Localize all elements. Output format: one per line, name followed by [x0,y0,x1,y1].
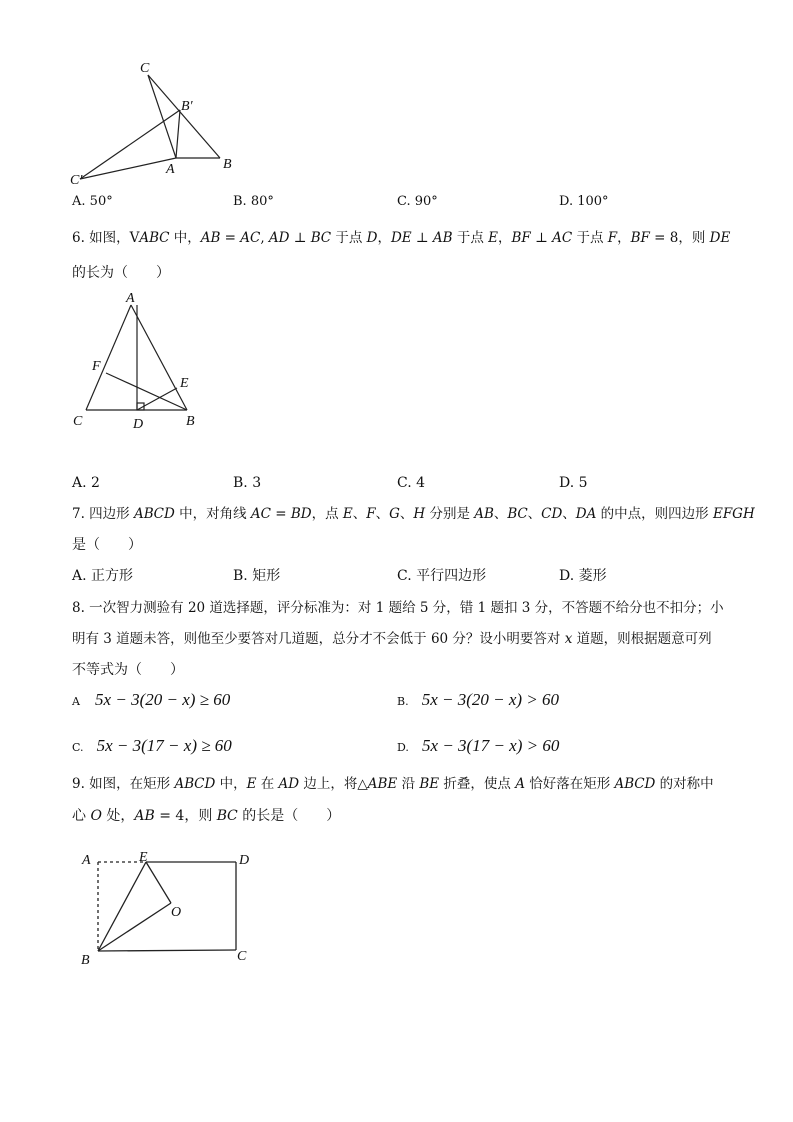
q7-option-a: A. 正方形 [72,568,134,584]
segment-b-o [98,903,171,951]
label-c: C [140,61,150,76]
q8-stem-line3: 不等式为（ ） [72,662,184,678]
q6-stem-line1: 6. 如图，V𝐴𝐵𝐶 中，𝐴𝐵 = 𝐴𝐶, 𝐴𝐷 ⊥ 𝐵𝐶 于点 𝐷，𝐷𝐸 ⊥ 𝐴𝐵 于点 𝐸，𝐵𝐹 ⊥ 𝐴𝐶 于点 𝐹，𝐵𝐹 = 8，则 𝐷𝐸 [72,230,731,246]
label-o: O [171,905,182,920]
label-e: E [139,850,148,865]
q9-stem-line1: 9. 如图，在矩形 𝐴𝐵𝐶𝐷 中，𝐸 在 𝐴𝐷 边上，将△𝐴𝐵𝐸 沿 𝐵𝐸 折叠，使点 𝐴 恰好落在矩形 𝐴𝐵𝐶𝐷 的对称中 [72,776,714,792]
figure-q6 [65,290,215,435]
label-c: C [237,949,247,964]
figure-q5 [60,55,250,190]
label-c-prime: C′ [70,173,83,188]
label-b-prime: B′ [181,99,193,114]
segment-d-e [137,388,177,410]
side-b-c [98,950,236,951]
label-a: A [82,853,91,868]
fold-line-b-e [98,862,146,951]
q6-option-a: A. 2 [72,475,100,491]
segment-a-bp [176,110,180,158]
q8-option-d: D. 5x − 3(17 − x) > 60 [397,736,560,755]
q7-stem-line2: 是（ ） [72,537,142,553]
q8-stem-line1: 8. 一次智力测验有 20 道选择题，评分标准为：对 1 题给 5 分，错 1 题扣 3 分，不答题不给分也不扣分；小 [72,600,724,616]
label-b: B [223,157,232,172]
q5-option-c: C. 90° [397,194,438,209]
q6-stem-line2: 的长为（ ） [72,265,170,281]
q8-option-b: B. 5x − 3(20 − x) > 60 [397,690,560,709]
q6-option-b: B. 3 [233,475,262,491]
label-a: A [126,291,135,306]
label-a: A [166,162,175,177]
side-a-b [131,305,187,410]
label-f: F [92,359,101,374]
side-a-c [86,305,131,410]
label-b: B [186,414,195,429]
figure-q9 [75,845,285,975]
q6-option-c: C. 4 [397,475,426,491]
q8-stem-line2: 明有 3 道题未答，则他至少要答对几道题，总分才不会低于 60 分？设小明要答对 𝑥 道题，则根据题意可列 [72,631,712,647]
segment-c-a [148,75,176,158]
q6-option-d: D. 5 [559,475,588,491]
label-e: E [180,376,189,391]
q7-option-b: B. 矩形 [233,568,281,584]
q7-option-c: C. 平行四边形 [397,568,487,584]
label-c: C [73,414,83,429]
q5-option-b: B. 80° [233,194,274,209]
q7-option-d: D. 菱形 [559,568,607,584]
q8-option-c: C. 5x − 3(17 − x) ≥ 60 [72,736,232,755]
q5-option-d: D. 100° [559,194,609,209]
q7-stem-line1: 7. 四边形 𝐴𝐵𝐶𝐷 中，对角线 𝐴𝐶 = 𝐵𝐷，点 𝐸、𝐹、𝐺、𝐻 分别是 𝐴𝐵、𝐵𝐶、𝐶𝐷、𝐷𝐴 的中点，则四边形 𝐸𝐹𝐺𝐻 [72,506,755,522]
segment-c-b [148,75,220,158]
label-d: D [133,417,144,432]
segment-e-o [146,862,171,903]
q5-option-a: A. 50° [72,194,113,209]
q8-option-a: A 5x − 3(20 − x) ≥ 60 [72,690,231,709]
label-b: B [81,953,90,968]
label-d: D [239,853,250,868]
q9-stem-line2: 心 𝑂 处，𝐴𝐵 = 4，则 𝐵𝐶 的长是（ ） [72,808,341,824]
